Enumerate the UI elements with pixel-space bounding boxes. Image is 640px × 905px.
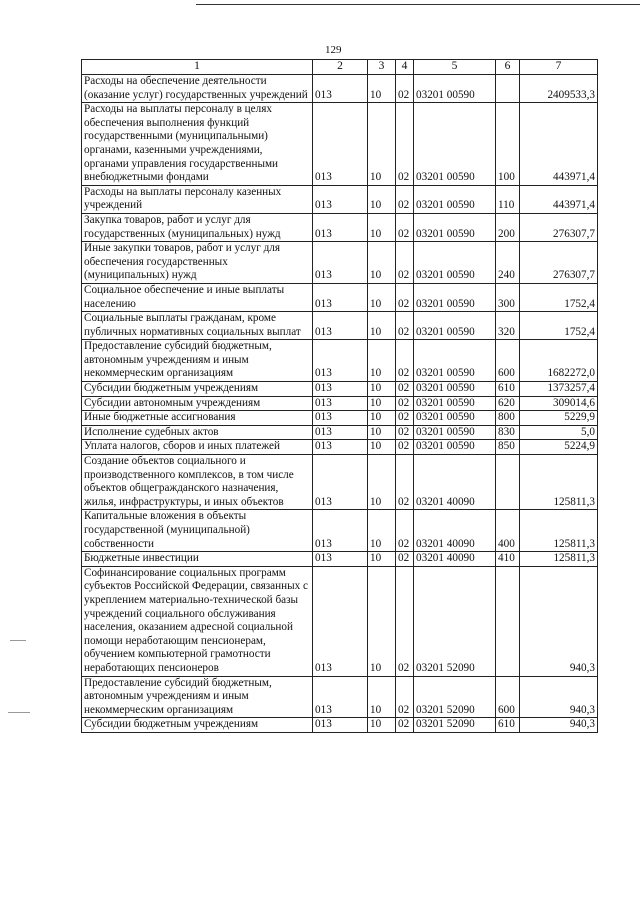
row-name-cell: Капитальные вложения в объекты государственной (муниципальной) собственности [82,510,313,552]
row-c4-cell: 02 [396,718,414,733]
row-c6-cell: 400 [496,510,520,552]
row-c4-cell: 02 [396,340,414,382]
row-c6-cell: 610 [496,718,520,733]
row-c3-cell: 10 [368,283,396,311]
row-c5-cell: 03201 40090 [414,455,496,510]
row-c4-cell: 02 [396,185,414,213]
row-c5-cell: 03201 00590 [414,185,496,213]
row-c5-cell: 03201 00590 [414,103,496,186]
table-row [82,312,598,340]
row-c3-cell: 10 [368,425,396,440]
row-c3-cell: 10 [368,340,396,382]
row-name-cell: Социальные выплаты гражданам, кроме публичных нормативных социальных выплат [82,312,313,340]
row-c4-cell: 02 [396,440,414,455]
col-header: 5 [414,60,496,75]
table-row [82,340,598,382]
col-header: 7 [520,60,598,75]
row-c2-cell: 013 [313,283,368,311]
table-row [82,566,598,676]
row-c5-cell: 03201 00590 [414,242,496,284]
header-row [82,60,598,75]
row-c6-cell: 600 [496,340,520,382]
row-c4-cell: 02 [396,75,414,103]
row-c2-cell: 013 [313,676,368,718]
row-c2-cell: 013 [313,75,368,103]
col-header: 3 [368,60,396,75]
row-c7-cell: 309014,6 [520,396,598,411]
row-c7-cell: 125811,3 [520,455,598,510]
table-row [82,440,598,455]
margin-mark [10,640,26,641]
row-name-cell: Расходы на выплаты персоналу казенных учреждений [82,185,313,213]
table-row [82,455,598,510]
row-c2-cell: 013 [313,552,368,567]
row-name-cell: Предоставление субсидий бюджетным, автономным учреждениям и иным некоммерческим организациям [82,676,313,718]
row-c3-cell: 10 [368,411,396,426]
row-name-cell: Субсидии бюджетным учреждениям [82,382,313,397]
row-c4-cell: 02 [396,552,414,567]
row-c7-cell: 125811,3 [520,552,598,567]
row-c7-cell: 276307,7 [520,213,598,241]
row-c6-cell: 410 [496,552,520,567]
row-c3-cell: 10 [368,103,396,186]
table-row [82,718,598,733]
row-c7-cell: 940,3 [520,566,598,676]
row-c4-cell: 02 [396,425,414,440]
row-c3-cell: 10 [368,213,396,241]
row-name-cell: Социальное обеспечение и иные выплаты населению [82,283,313,311]
row-c6-cell: 300 [496,283,520,311]
row-c3-cell: 10 [368,382,396,397]
row-c4-cell: 02 [396,283,414,311]
col-header: 1 [82,60,313,75]
top-rule [196,4,640,5]
row-c2-cell: 013 [313,185,368,213]
row-c5-cell: 03201 00590 [414,425,496,440]
row-c2-cell: 013 [313,566,368,676]
row-c3-cell: 10 [368,718,396,733]
table-row [82,425,598,440]
row-c7-cell: 1752,4 [520,283,598,311]
row-c2-cell: 013 [313,312,368,340]
row-c5-cell: 03201 52090 [414,676,496,718]
row-c5-cell: 03201 00590 [414,283,496,311]
row-c6-cell: 240 [496,242,520,284]
row-c4-cell: 02 [396,676,414,718]
row-c6-cell: 610 [496,382,520,397]
table-row [82,242,598,284]
table-row [82,676,598,718]
margin-mark [8,712,30,713]
row-c4-cell: 02 [396,566,414,676]
row-c5-cell: 03201 00590 [414,340,496,382]
row-c4-cell: 02 [396,242,414,284]
row-c4-cell: 02 [396,312,414,340]
col-header: 4 [396,60,414,75]
table-row [82,75,598,103]
row-c3-cell: 10 [368,185,396,213]
row-c7-cell: 940,3 [520,676,598,718]
row-name-cell: Иные закупки товаров, работ и услуг для обеспечения государственных (муниципальных) нужд [82,242,313,284]
row-c7-cell: 443971,4 [520,185,598,213]
row-c5-cell: 03201 52090 [414,718,496,733]
row-c2-cell: 013 [313,103,368,186]
table-row [82,552,598,567]
row-c2-cell: 013 [313,718,368,733]
row-c4-cell: 02 [396,213,414,241]
row-c6-cell: 100 [496,103,520,186]
row-c6-cell: 200 [496,213,520,241]
row-c2-cell: 013 [313,411,368,426]
row-c3-cell: 10 [368,552,396,567]
row-c7-cell: 2409533,3 [520,75,598,103]
row-c4-cell: 02 [396,455,414,510]
row-name-cell: Расходы на выплаты персоналу в целях обеспечения выполнения функций государственными (муниципальными) органами, казенными учреждениями, органами управления государственными внебюджетными фондами [82,103,313,186]
row-c7-cell: 125811,3 [520,510,598,552]
row-c6-cell: 110 [496,185,520,213]
row-c5-cell: 03201 52090 [414,566,496,676]
row-c5-cell: 03201 40090 [414,510,496,552]
row-c7-cell: 5224,9 [520,440,598,455]
row-name-cell: Расходы на обеспечение деятельности (оказание услуг) государственных учреждений [82,75,313,103]
row-c3-cell: 10 [368,566,396,676]
row-c5-cell: 03201 00590 [414,396,496,411]
row-c5-cell: 03201 00590 [414,440,496,455]
row-c6-cell: 850 [496,440,520,455]
table-row [82,382,598,397]
row-name-cell: Субсидии бюджетным учреждениям [82,718,313,733]
row-c3-cell: 10 [368,510,396,552]
row-c2-cell: 013 [313,396,368,411]
row-c5-cell: 03201 00590 [414,75,496,103]
row-c7-cell: 940,3 [520,718,598,733]
row-c6-cell [496,75,520,103]
col-header: 2 [313,60,368,75]
row-c5-cell: 03201 40090 [414,552,496,567]
row-c6-cell: 320 [496,312,520,340]
budget-table [81,59,598,733]
row-c6-cell: 600 [496,676,520,718]
table-row [82,283,598,311]
row-c7-cell: 5,0 [520,425,598,440]
row-name-cell: Субсидии автономным учреждениям [82,396,313,411]
table-row [82,103,598,186]
row-c2-cell: 013 [313,382,368,397]
row-name-cell: Софинансирование социальных программ субъектов Российской Федерации, связанных с укреплением материально-технической базы учреждений социального обслуживания населения, оказанием адресной социальной помощи неработающим пенсионерам, обучением компьютерной грамотности неработающих пенсионеров [82,566,313,676]
page-number: 129 [325,44,342,56]
row-c7-cell: 1682272,0 [520,340,598,382]
row-c5-cell: 03201 00590 [414,213,496,241]
row-c2-cell: 013 [313,242,368,284]
row-c3-cell: 10 [368,312,396,340]
row-c7-cell: 1373257,4 [520,382,598,397]
row-c3-cell: 10 [368,75,396,103]
row-c7-cell: 276307,7 [520,242,598,284]
row-c6-cell: 800 [496,411,520,426]
row-c3-cell: 10 [368,396,396,411]
row-c4-cell: 02 [396,411,414,426]
row-c2-cell: 013 [313,340,368,382]
row-name-cell: Иные бюджетные ассигнования [82,411,313,426]
row-c2-cell: 013 [313,510,368,552]
row-c5-cell: 03201 00590 [414,382,496,397]
row-name-cell: Закупка товаров, работ и услуг для государственных (муниципальных) нужд [82,213,313,241]
row-c3-cell: 10 [368,676,396,718]
row-name-cell: Создание объектов социального и производственного комплексов, в том числе объектов общегражданского назначения, жилья, инфраструктуры, и иных объектов [82,455,313,510]
row-c4-cell: 02 [396,510,414,552]
row-c5-cell: 03201 00590 [414,411,496,426]
row-name-cell: Предоставление субсидий бюджетным, автономным учреждениям и иным некоммерческим организациям [82,340,313,382]
table-row [82,510,598,552]
row-c6-cell [496,566,520,676]
row-c4-cell: 02 [396,396,414,411]
row-c2-cell: 013 [313,425,368,440]
row-c3-cell: 10 [368,440,396,455]
table-row [82,185,598,213]
table-row [82,411,598,426]
row-c2-cell: 013 [313,455,368,510]
table-row [82,213,598,241]
col-header: 6 [496,60,520,75]
row-c6-cell: 620 [496,396,520,411]
row-c4-cell: 02 [396,103,414,186]
row-c2-cell: 013 [313,213,368,241]
row-c3-cell: 10 [368,455,396,510]
row-c7-cell: 443971,4 [520,103,598,186]
row-c7-cell: 1752,4 [520,312,598,340]
row-c6-cell [496,455,520,510]
row-c5-cell: 03201 00590 [414,312,496,340]
row-name-cell: Бюджетные инвестиции [82,552,313,567]
row-name-cell: Уплата налогов, сборов и иных платежей [82,440,313,455]
row-name-cell: Исполнение судебных актов [82,425,313,440]
row-c7-cell: 5229,9 [520,411,598,426]
table-row [82,396,598,411]
row-c3-cell: 10 [368,242,396,284]
row-c2-cell: 013 [313,440,368,455]
row-c6-cell: 830 [496,425,520,440]
row-c4-cell: 02 [396,382,414,397]
